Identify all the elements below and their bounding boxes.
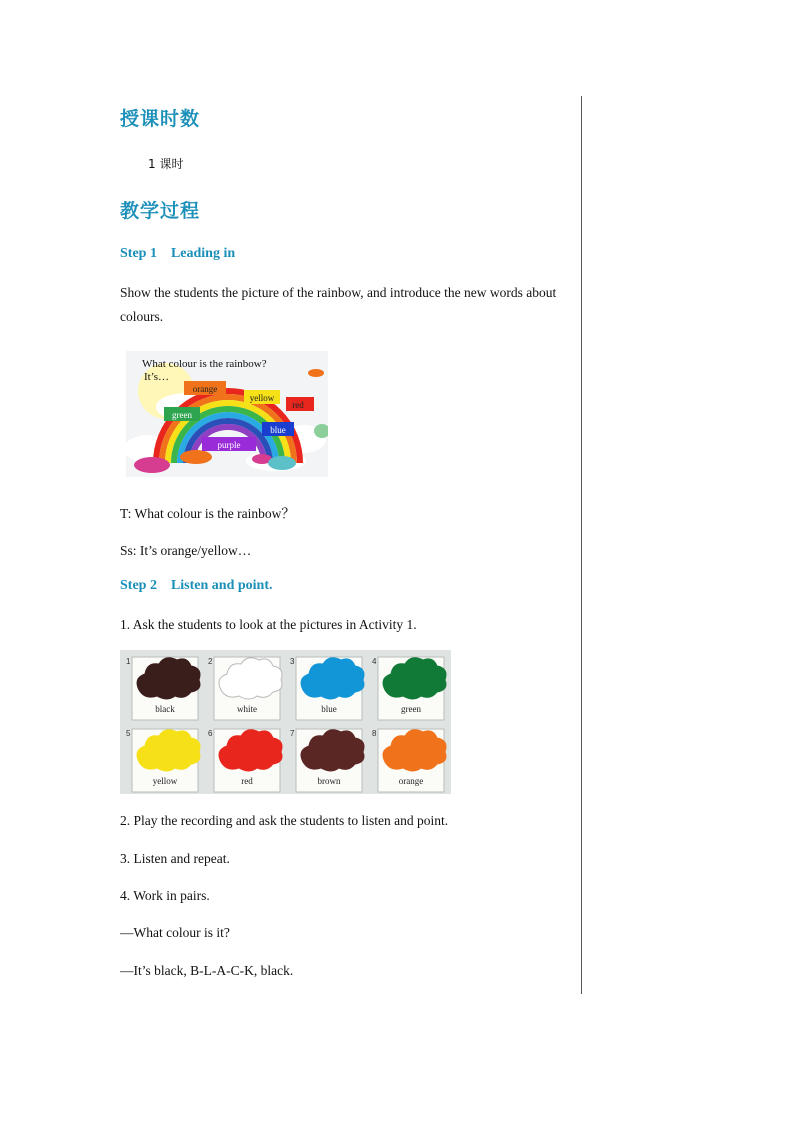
rainbow-label-green: green	[172, 410, 192, 420]
colour-card-white	[208, 657, 282, 720]
colour-card-green	[372, 657, 446, 720]
card-number: 4	[372, 657, 377, 666]
colour-card-brown	[290, 729, 364, 792]
pair-answer: —It’s black, B-L-A-C-K, black.	[120, 963, 294, 978]
step2-name: Listen and point.	[170, 578, 273, 593]
card-word: brown	[317, 776, 341, 786]
card-number: 1	[126, 657, 131, 666]
card-number: 7	[290, 729, 295, 738]
card-word: black	[155, 704, 175, 714]
card-word: red	[241, 776, 253, 786]
section-title-hours: 授课时数	[120, 108, 201, 130]
card-word: green	[401, 704, 421, 714]
colour-card-red	[208, 729, 282, 792]
colour-card-black	[126, 657, 200, 720]
card-word: blue	[321, 704, 337, 714]
step2-item-4: 4. Work in pairs.	[120, 888, 210, 903]
pair-question: —What colour is it?	[120, 925, 230, 940]
rainbow-label-yellow: yellow	[249, 393, 275, 403]
rainbow-picture	[126, 351, 328, 477]
dialogue-teacher: T: What colour is the rainbow？	[120, 506, 295, 521]
card-word: orange	[398, 776, 424, 786]
step1-intro: Show the students the picture of the rainbow, and introduce the new words about colours.	[120, 285, 557, 324]
step2-item-1: 1. Ask the students to look at the pictures in Activity 1.	[120, 617, 417, 632]
step1-label: Step 1	[120, 246, 157, 261]
hours-value: 1 课时	[148, 157, 184, 171]
card-word: white	[237, 704, 257, 714]
card-number: 3	[290, 657, 295, 666]
rainbow-label-purple: purple	[217, 440, 241, 450]
card-number: 8	[372, 729, 377, 738]
section-title-process: 教学过程	[120, 200, 201, 222]
step1-name: Leading in	[170, 246, 236, 261]
step2-label: Step 2	[120, 578, 157, 593]
dialogue-students: Ss: It’s orange/yellow…	[120, 543, 252, 558]
card-number: 5	[126, 729, 131, 738]
rainbow-prompt: It’s…	[144, 371, 170, 383]
colour-card-blue	[290, 657, 364, 720]
step2-item-3: 3. Listen and repeat.	[120, 851, 230, 866]
card-word: yellow	[152, 776, 178, 786]
card-number: 6	[208, 729, 213, 738]
step2-heading	[120, 578, 273, 594]
rainbow-label-blue: blue	[270, 425, 286, 435]
colour-card-yellow	[126, 729, 200, 792]
card-number: 2	[208, 657, 213, 666]
step2-item-2: 2. Play the recording and ask the students to listen and point.	[120, 813, 449, 828]
colour-cards-picture	[120, 650, 451, 794]
rainbow-label-orange: orange	[192, 384, 218, 394]
rainbow-question: What colour is the rainbow?	[142, 358, 267, 370]
rainbow-label-red: red	[292, 400, 304, 410]
step1-heading	[120, 246, 235, 262]
colour-card-orange	[372, 729, 446, 792]
